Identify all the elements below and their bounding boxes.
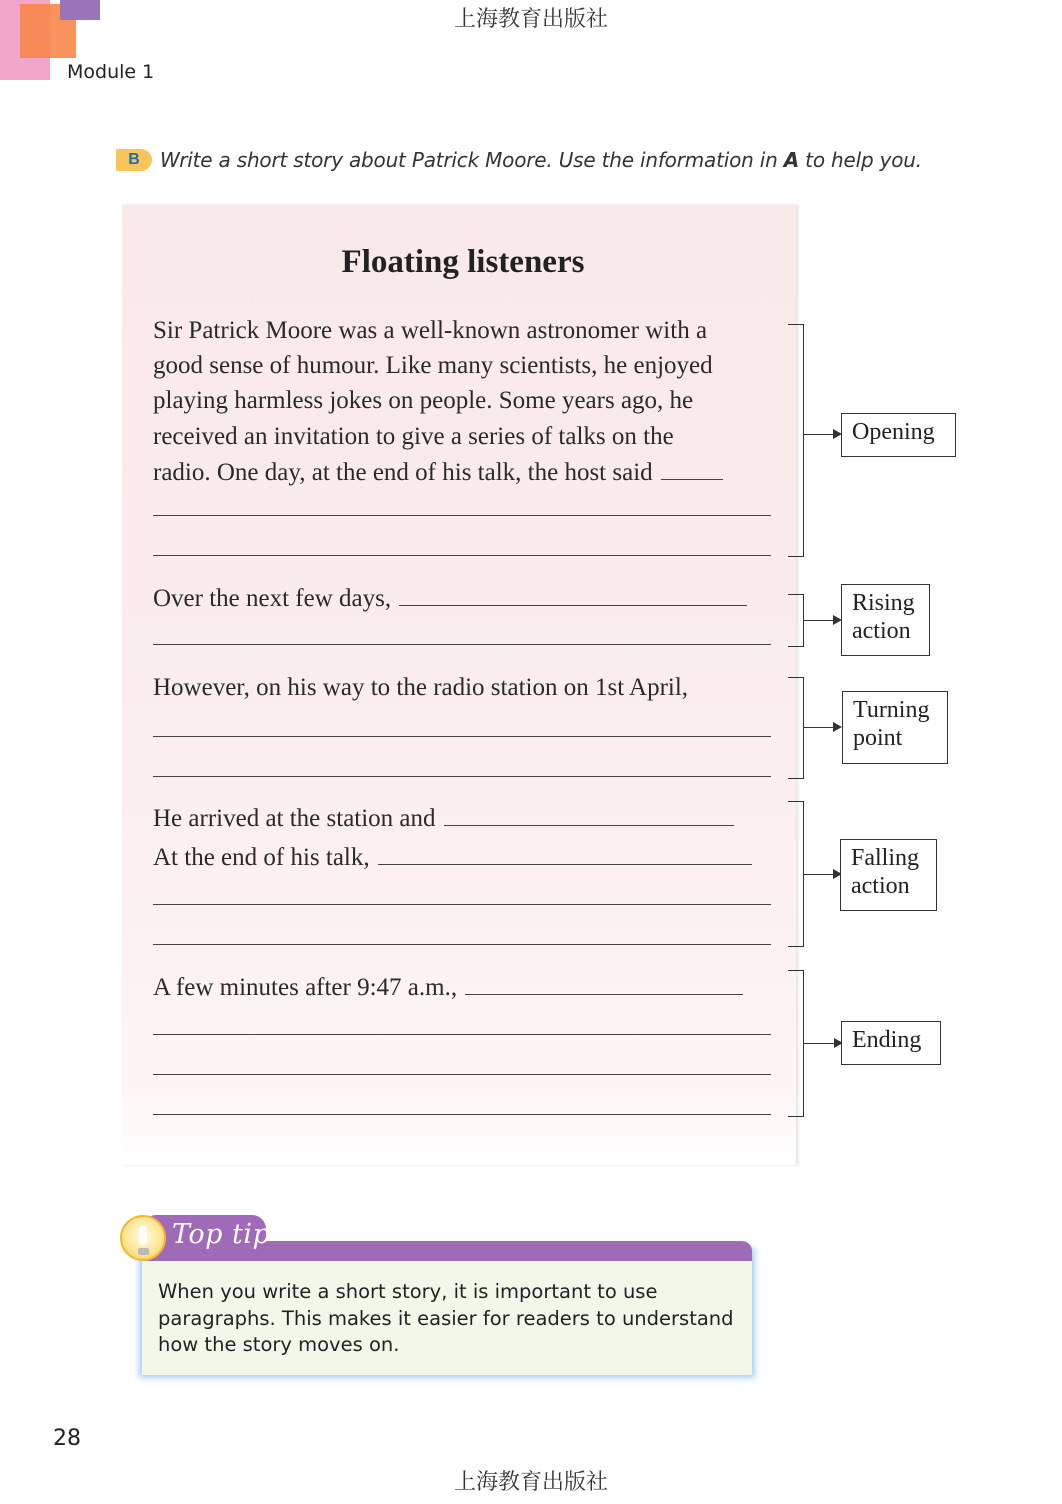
top-tip-line: paragraphs. This makes it easier for readers to understand (158, 1306, 734, 1330)
section-label-opening (841, 413, 956, 457)
story-line (153, 842, 771, 873)
page-number: 28 (53, 1426, 81, 1451)
story-line (153, 972, 771, 1003)
story-title: Floating listeners (341, 244, 585, 280)
instruction-text-bold: A (783, 148, 800, 172)
section-label-line: Turning (853, 697, 930, 723)
story-line: good sense of humour. Like many scientists, he enjoyed (153, 352, 713, 379)
falling-action-arrow (804, 874, 840, 875)
rising-action-bracket (788, 594, 804, 647)
story-line (153, 457, 771, 488)
section-label-falling-action (840, 839, 937, 911)
top-tip-line: When you write a short story, it is important to use (158, 1280, 658, 1303)
top-tip (120, 1213, 760, 1383)
section-label-line: point (853, 725, 903, 751)
answer-blank[interactable] (399, 583, 747, 606)
opening-bracket (788, 324, 804, 557)
top-tip-title: Top tip (172, 1219, 271, 1250)
answer-blank[interactable] (444, 803, 734, 826)
lightbulb-icon (120, 1215, 166, 1261)
story-line-text: At the end of his talk, (153, 844, 370, 871)
section-label-rising-action (841, 584, 930, 656)
instruction-text (160, 148, 922, 172)
instruction-text-before: Write a short story about Patrick Moore. Use the information in (160, 148, 784, 172)
answer-line[interactable] (153, 736, 771, 737)
section-label-line: action (851, 873, 910, 899)
story-line-text: He arrived at the station and (153, 805, 436, 832)
story-line: playing harmless jokes on people. Some years ago, he (153, 387, 694, 414)
story-line: Sir Patrick Moore was a well-known astronomer with a (153, 317, 708, 344)
ending-bracket (788, 970, 804, 1117)
story-line (153, 803, 771, 834)
module-label: Module 1 (67, 61, 155, 83)
section-label-line: Falling (851, 845, 920, 871)
turning-point-arrow (804, 727, 840, 728)
answer-line[interactable] (153, 555, 771, 556)
answer-line[interactable] (153, 944, 771, 945)
answer-line[interactable] (153, 776, 771, 777)
publisher-header: 上海教育出版社 (453, 7, 608, 32)
answer-line[interactable] (153, 515, 771, 516)
answer-blank[interactable] (465, 972, 743, 995)
turning-point-bracket (788, 677, 804, 779)
answer-blank[interactable] (378, 842, 752, 865)
section-label-line: Ending (852, 1027, 922, 1053)
opening-arrow (804, 434, 840, 435)
publisher-footer: 上海教育出版社 (453, 1470, 608, 1495)
ending-arrow (804, 1043, 841, 1044)
section-badge: B (116, 149, 152, 171)
story-line: received an invitation to give a series of talks on the (153, 423, 674, 450)
answer-line[interactable] (153, 644, 771, 645)
story-line-text: A few minutes after 9:47 a.m., (153, 974, 458, 1001)
answer-blank[interactable] (661, 457, 723, 480)
falling-action-bracket (788, 801, 804, 947)
answer-line[interactable] (153, 904, 771, 905)
answer-line[interactable] (153, 1114, 771, 1115)
section-label-line: Opening (852, 419, 935, 445)
section-label-line: action (852, 618, 911, 644)
story-line: However, on his way to the radio station on 1st April, (153, 674, 689, 701)
story-line (153, 583, 771, 614)
section-label-turning-point (842, 691, 948, 764)
story-line-text: radio. One day, at the end of his talk, the host said (153, 459, 653, 486)
story-line-text: Over the next few days, (153, 585, 392, 612)
answer-line[interactable] (153, 1074, 771, 1075)
rising-action-arrow (804, 620, 840, 621)
section-label-line: Rising (852, 590, 915, 616)
top-tip-text (158, 1279, 738, 1359)
instruction-text-after: to help you. (799, 148, 922, 172)
section-label-ending (841, 1021, 941, 1065)
instruction (116, 148, 922, 172)
top-tip-line: how the story moves on. (158, 1333, 400, 1356)
answer-line[interactable] (153, 1034, 771, 1035)
